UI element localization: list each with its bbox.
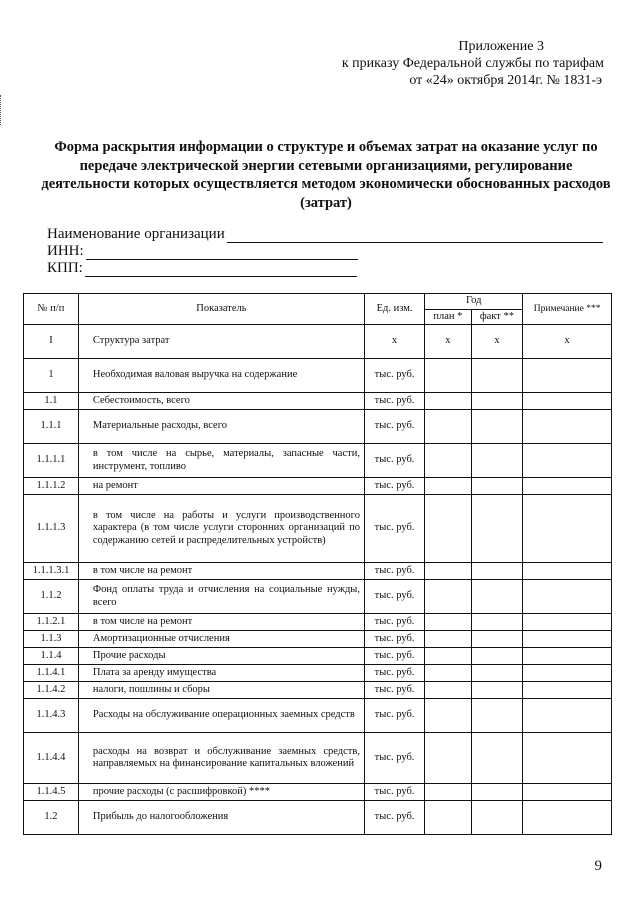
row-indicator-text: Структура затрат <box>92 335 170 347</box>
inn-label: ИНН: <box>47 243 84 259</box>
row-plan-cell[interactable] <box>425 733 471 784</box>
table-row <box>24 665 612 682</box>
header-unit: Ед. изм. <box>364 294 424 325</box>
row-number-cell: 1.1.3 <box>24 631 79 648</box>
row-plan-cell[interactable] <box>425 631 471 648</box>
row-plan-cell[interactable] <box>425 699 471 733</box>
table-row <box>24 580 612 614</box>
row-number-cell: 1.1 <box>24 393 79 410</box>
row-indicator-text: в том числе на ремонт <box>92 564 193 576</box>
row-indicator-cell <box>78 563 364 580</box>
table-row <box>24 631 612 648</box>
appendix-number: Приложение 3 <box>458 39 544 54</box>
row-fact-cell[interactable] <box>471 495 523 563</box>
table-row <box>24 325 612 359</box>
inn-row <box>47 243 603 260</box>
row-indicator-cell <box>78 495 364 563</box>
table-row <box>24 393 612 410</box>
row-plan-cell[interactable] <box>425 563 471 580</box>
row-note-cell[interactable] <box>523 631 612 648</box>
row-plan-cell[interactable] <box>425 801 471 835</box>
row-indicator-cell <box>78 444 364 478</box>
row-unit-cell: тыс. руб. <box>364 580 424 614</box>
table-row <box>24 444 612 478</box>
row-indicator-text: Амортизационные отчисления <box>92 632 230 644</box>
row-fact-cell[interactable] <box>471 648 523 665</box>
row-note-cell[interactable] <box>523 733 612 784</box>
table-row <box>24 733 612 784</box>
row-indicator-text: Фонд оплаты труда и отчисления на социальные нужды, всего <box>92 584 360 608</box>
row-indicator-text: Прибыль до налогообложения <box>92 811 229 823</box>
row-fact-cell[interactable] <box>471 478 523 495</box>
table-row <box>24 495 612 563</box>
table-row <box>24 410 612 444</box>
appendix-date: от «24» октября 2014г. № 1831-э <box>409 73 602 88</box>
row-unit-cell: тыс. руб. <box>364 495 424 563</box>
row-indicator-text: в том числе на сырье, материалы, запасные части, инструмент, топливо <box>92 448 360 472</box>
cost-structure-table <box>23 293 612 835</box>
header-indicator: Показатель <box>78 294 364 325</box>
row-indicator-cell <box>78 801 364 835</box>
header-num: № п/п <box>24 294 79 325</box>
row-number-cell: 1.1.1.3.1 <box>24 563 79 580</box>
row-note-cell[interactable] <box>523 478 612 495</box>
row-indicator-text: в том числе на ремонт <box>92 615 193 627</box>
row-note-cell[interactable] <box>523 495 612 563</box>
row-note-cell[interactable] <box>523 393 612 410</box>
row-unit-cell: тыс. руб. <box>364 665 424 682</box>
row-indicator-text: налоги, пошлины и сборы <box>92 683 210 695</box>
row-plan-cell[interactable] <box>425 410 471 444</box>
row-unit-cell: тыс. руб. <box>364 784 424 801</box>
row-note-cell[interactable] <box>523 444 612 478</box>
row-fact-cell[interactable] <box>471 682 523 699</box>
kpp-label: КПП: <box>47 260 83 276</box>
row-fact-cell[interactable] <box>471 733 523 784</box>
row-number-cell: I <box>24 325 79 359</box>
row-indicator-cell <box>78 665 364 682</box>
row-indicator-cell <box>78 648 364 665</box>
row-unit-cell: х <box>364 325 424 359</box>
row-indicator-cell <box>78 580 364 614</box>
row-fact-cell[interactable] <box>471 359 523 393</box>
row-unit-cell: тыс. руб. <box>364 699 424 733</box>
row-fact-cell[interactable] <box>471 393 523 410</box>
row-indicator-cell <box>78 733 364 784</box>
row-indicator-cell <box>78 410 364 444</box>
row-indicator-text: расходы на возврат и обслуживание заемных средств, направляемых на финансирование капитальных вложений <box>92 745 360 769</box>
row-indicator-cell <box>78 631 364 648</box>
header-year: Год <box>425 294 523 310</box>
table-row <box>24 478 612 495</box>
row-unit-cell: тыс. руб. <box>364 631 424 648</box>
row-number-cell: 1.1.4 <box>24 648 79 665</box>
row-indicator-cell <box>78 478 364 495</box>
table-row <box>24 801 612 835</box>
row-plan-cell[interactable] <box>425 614 471 631</box>
form-title: Форма раскрытия информации о структуре и объемах затрат на оказание услуг по передаче электрической энергии сетевыми организациями, регулирование деятельности которых осуществляется методом экономически обоснованных расходов (затрат) <box>41 139 611 211</box>
inn-field[interactable] <box>86 246 358 260</box>
row-number-cell: 1.1.4.5 <box>24 784 79 801</box>
row-indicator-cell <box>78 393 364 410</box>
row-number-cell: 1.1.1.1 <box>24 444 79 478</box>
header-plan: план * <box>425 310 471 325</box>
appendix-reference <box>342 38 604 89</box>
table-body <box>24 325 612 835</box>
row-unit-cell: тыс. руб. <box>364 393 424 410</box>
row-fact-cell[interactable] <box>471 801 523 835</box>
row-indicator-text: Необходимая валовая выручка на содержание <box>92 369 298 381</box>
table-row <box>24 682 612 699</box>
row-unit-cell: тыс. руб. <box>364 444 424 478</box>
row-indicator-text: Прочие расходы <box>92 649 166 661</box>
row-fact-cell[interactable] <box>471 665 523 682</box>
row-fact-cell[interactable] <box>471 410 523 444</box>
row-plan-cell[interactable] <box>425 648 471 665</box>
kpp-row <box>47 260 603 277</box>
row-number-cell: 1.1.2 <box>24 580 79 614</box>
row-plan-cell[interactable] <box>425 665 471 682</box>
row-note-cell[interactable] <box>523 665 612 682</box>
table-row <box>24 648 612 665</box>
row-fact-cell[interactable] <box>471 614 523 631</box>
row-unit-cell: тыс. руб. <box>364 614 424 631</box>
row-indicator-text: прочие расходы (с расшифровкой) **** <box>92 785 271 797</box>
row-indicator-text: на ремонт <box>92 479 138 491</box>
row-number-cell: 1.2 <box>24 801 79 835</box>
row-note-cell[interactable] <box>523 359 612 393</box>
row-indicator-cell <box>78 682 364 699</box>
row-indicator-text: Себестоимость, всего <box>92 394 190 406</box>
row-fact-cell[interactable]: х <box>471 325 523 359</box>
row-plan-cell[interactable]: х <box>425 325 471 359</box>
row-plan-cell[interactable] <box>425 359 471 393</box>
org-name-label: Наименование организации <box>47 226 225 242</box>
row-unit-cell: тыс. руб. <box>364 563 424 580</box>
row-number-cell: 1.1.2.1 <box>24 614 79 631</box>
row-note-cell[interactable] <box>523 648 612 665</box>
row-number-cell: 1.1.1.3 <box>24 495 79 563</box>
row-note-cell[interactable] <box>523 410 612 444</box>
row-indicator-cell <box>78 699 364 733</box>
row-plan-cell[interactable] <box>425 784 471 801</box>
row-note-cell[interactable] <box>523 580 612 614</box>
page-number: 9 <box>594 858 602 874</box>
row-note-cell[interactable] <box>523 801 612 835</box>
row-fact-cell[interactable] <box>471 784 523 801</box>
row-number-cell: 1 <box>24 359 79 393</box>
org-name-row <box>47 226 603 243</box>
row-fact-cell[interactable] <box>471 631 523 648</box>
row-unit-cell: тыс. руб. <box>364 682 424 699</box>
row-number-cell: 1.1.4.4 <box>24 733 79 784</box>
margin-mark <box>0 95 3 125</box>
header-note: Примечание *** <box>523 294 612 325</box>
row-indicator-text: Материальные расходы, всего <box>92 420 227 432</box>
row-fact-cell[interactable] <box>471 563 523 580</box>
row-number-cell: 1.1.1.2 <box>24 478 79 495</box>
row-indicator-cell <box>78 614 364 631</box>
row-plan-cell[interactable] <box>425 682 471 699</box>
row-note-cell[interactable] <box>523 784 612 801</box>
appendix-order: к приказу Федеральной службы по тарифам <box>341 56 604 71</box>
row-unit-cell: тыс. руб. <box>364 410 424 444</box>
row-unit-cell: тыс. руб. <box>364 359 424 393</box>
table-row <box>24 359 612 393</box>
row-indicator-text: в том числе на работы и услуги производственного характера (в том числе услуги сторонних организаций по содержанию сетей и распределительных устройств) <box>92 509 360 546</box>
row-unit-cell: тыс. руб. <box>364 801 424 835</box>
row-number-cell: 1.1.4.2 <box>24 682 79 699</box>
kpp-field[interactable] <box>85 263 357 277</box>
row-note-cell[interactable] <box>523 682 612 699</box>
table-row <box>24 699 612 733</box>
org-name-field[interactable] <box>227 229 603 243</box>
header-fact: факт ** <box>471 310 523 325</box>
row-note-cell[interactable] <box>523 563 612 580</box>
row-fact-cell[interactable] <box>471 699 523 733</box>
row-unit-cell: тыс. руб. <box>364 733 424 784</box>
row-unit-cell: тыс. руб. <box>364 648 424 665</box>
row-unit-cell: тыс. руб. <box>364 478 424 495</box>
row-note-cell[interactable]: х <box>523 325 612 359</box>
row-number-cell: 1.1.1 <box>24 410 79 444</box>
row-note-cell[interactable] <box>523 699 612 733</box>
row-indicator-cell <box>78 784 364 801</box>
table-row <box>24 614 612 631</box>
table-row <box>24 563 612 580</box>
row-indicator-text: Расходы на обслуживание операционных заемных средств <box>92 709 355 721</box>
row-plan-cell[interactable] <box>425 495 471 563</box>
row-plan-cell[interactable] <box>425 393 471 410</box>
row-indicator-cell <box>78 325 364 359</box>
row-number-cell: 1.1.4.3 <box>24 699 79 733</box>
table-row <box>24 784 612 801</box>
row-fact-cell[interactable] <box>471 444 523 478</box>
row-number-cell: 1.1.4.1 <box>24 665 79 682</box>
organization-fields <box>47 226 603 277</box>
row-indicator-text: Плата за аренду имущества <box>92 666 217 678</box>
row-note-cell[interactable] <box>523 614 612 631</box>
row-plan-cell[interactable] <box>425 444 471 478</box>
row-plan-cell[interactable] <box>425 580 471 614</box>
row-fact-cell[interactable] <box>471 580 523 614</box>
row-plan-cell[interactable] <box>425 478 471 495</box>
row-indicator-cell <box>78 359 364 393</box>
